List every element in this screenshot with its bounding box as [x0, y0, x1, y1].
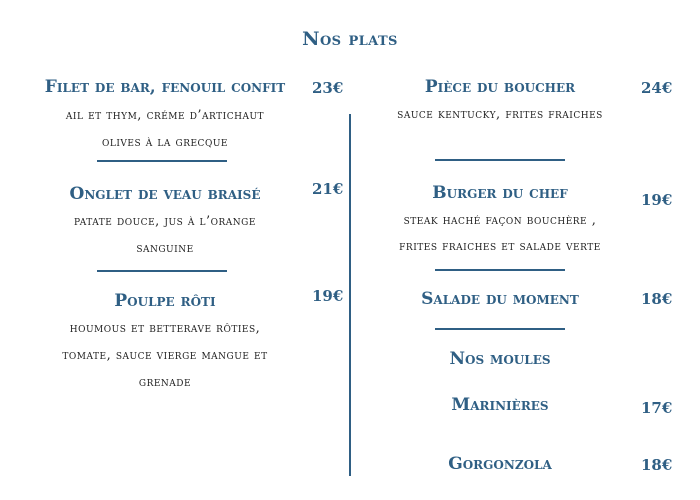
- dish-description-line: sanguine: [136, 241, 194, 256]
- menu-title: Nos plats: [302, 28, 398, 50]
- section-divider: [97, 270, 227, 272]
- dish-name-piece-du-boucher: Pièce du boucher: [424, 77, 576, 97]
- dish-price-gorgonzola: 18€: [641, 456, 673, 474]
- dish-price-marinieres: 17€: [641, 399, 673, 417]
- dish-price-filet-de-bar: 23€: [312, 79, 344, 97]
- dish-description-line: frites fraiches et salade verte: [399, 239, 601, 254]
- dish-description-line: houmous et betterave rôties,: [69, 321, 261, 336]
- section-divider: [435, 159, 565, 161]
- dish-description-line: ail et thym, créme d’artichaut: [65, 108, 265, 123]
- dish-name-gorgonzola: Gorgonzola: [448, 454, 552, 474]
- dish-price-burger-du-chef: 19€: [641, 191, 673, 209]
- dish-name-marinieres: Marinières: [451, 395, 549, 415]
- section-divider: [435, 328, 565, 330]
- dish-price-poulpe-roti: 19€: [312, 287, 344, 305]
- dish-price-salade-du-moment: 18€: [641, 290, 673, 308]
- section-divider: [97, 160, 227, 162]
- mussels-section-title: Nos moules: [449, 349, 551, 369]
- column-divider: [349, 114, 351, 476]
- dish-name-poulpe-roti: Poulpe rôti: [114, 291, 216, 311]
- dish-name-burger-du-chef: Burger du chef: [432, 183, 568, 203]
- dish-price-piece-du-boucher: 24€: [641, 79, 673, 97]
- dish-name-salade-du-moment: Salade du moment: [421, 289, 579, 309]
- dish-price-onglet-de-veau: 21€: [312, 180, 344, 198]
- dish-description-line: patate douce, jus à l’orange: [74, 214, 256, 229]
- dish-name-filet-de-bar: Filet de bar, fenouil confit: [44, 77, 286, 97]
- dish-description-line: steak haché façon bouchère ,: [403, 213, 597, 228]
- dish-description-line: grenade: [138, 375, 192, 390]
- dish-name-onglet-de-veau: Onglet de veau braisé: [69, 184, 261, 204]
- section-divider: [435, 269, 565, 271]
- dish-description-line: olives à la grecque: [102, 135, 228, 150]
- dish-description-line: tomate, sauce vierge mangue et: [62, 348, 268, 363]
- dish-description-line: sauce kentucky, frites fraiches: [397, 107, 603, 122]
